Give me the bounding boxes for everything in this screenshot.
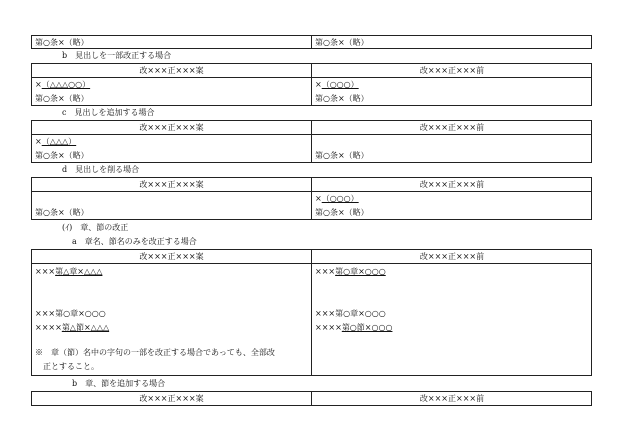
table-ib-header-right: 改×××正×××前 — [419, 394, 485, 403]
table-b-header-left: 改×××正×××案 — [139, 66, 204, 75]
table-ia-header-right: 改×××正×××前 — [419, 252, 485, 261]
table-b-right-line1: ×（○○○） — [315, 80, 359, 89]
changed-section-title: 第△節×△△△ — [61, 323, 110, 332]
table-c-left-line1: ×（△△△） — [35, 137, 77, 146]
table-ia-left-line2: ×××第○章×○○○ — [35, 309, 106, 318]
table-ia-header-left: 改×××正×××案 — [139, 252, 204, 261]
table-b — [31, 63, 592, 106]
table-ia-left-line1: ×××第△章×△△△ — [35, 267, 103, 276]
section-ia-title: a 章名、節名のみを改正する場合 — [72, 237, 197, 246]
table-b-right-line2: 第○条×（略） — [315, 94, 369, 103]
header-divider — [32, 134, 591, 135]
table-ia-left-line3: ××××第△節×△△△ — [35, 323, 110, 332]
original-section-title: 第○節×○○○ — [341, 323, 393, 332]
table-ia-right-line1: ×××第○章×○○○ — [315, 267, 386, 276]
table-c-header-right: 改×××正×××前 — [419, 123, 485, 132]
table-ia-note-line2: 正とすること。 — [43, 362, 99, 371]
table-top — [31, 35, 592, 49]
column-divider — [311, 250, 312, 375]
table-ia-right-line2: ×××第○章×○○○ — [315, 309, 386, 318]
section-ib-title: b 章、節を追加する場合 — [72, 379, 166, 388]
table-b-left-line1: ×（△△△○○） — [35, 80, 91, 89]
section-c-title: c 見出しを追加する場合 — [62, 108, 155, 117]
column-divider — [311, 36, 312, 48]
added-heading: （△△△） — [41, 137, 77, 146]
table-ia-right-line3: ××××第○節×○○○ — [315, 323, 393, 332]
table-c-header-left: 改×××正×××案 — [139, 123, 204, 132]
table-ib — [31, 391, 592, 406]
table-ia-note-line1: ※ 章（節）名中の字句の一部を改正する場合であっても、全部改 — [35, 348, 275, 357]
header-divider — [32, 263, 591, 264]
table-ia — [31, 249, 592, 376]
section-d-title: d 見出しを削る場合 — [62, 165, 140, 174]
original-chapter-title: 第○章×○○○ — [335, 267, 386, 276]
changed-heading: （○○○） — [321, 80, 359, 89]
table-d — [31, 177, 592, 220]
changed-chapter-title: 第△章×△△△ — [55, 267, 103, 276]
header-divider — [32, 77, 591, 78]
table-d-left-line2: 第○条×（略） — [35, 208, 89, 217]
table-c-right-line2: 第○条×（略） — [315, 151, 369, 160]
table-d-header-left: 改×××正×××案 — [139, 180, 204, 189]
changed-heading: （△△△○○） — [41, 80, 91, 89]
header-divider — [32, 191, 591, 192]
section-i-title: (ｲ) 章、節の改正 — [62, 223, 129, 232]
section-b-title: b 見出しを一部改正する場合 — [62, 51, 172, 60]
table-d-right-line1: ×（○○○） — [315, 194, 359, 203]
table-ib-header-left: 改×××正×××案 — [139, 394, 204, 403]
table-top-left: 第○条×（略） — [35, 38, 89, 47]
table-b-left-line2: 第○条×（略） — [35, 94, 89, 103]
table-d-header-right: 改×××正×××前 — [419, 180, 485, 189]
table-top-right: 第○条×（略） — [315, 38, 369, 47]
table-c — [31, 120, 592, 163]
table-c-left-line2: 第○条×（略） — [35, 151, 89, 160]
deleted-heading: （○○○） — [321, 194, 359, 203]
table-d-right-line2: 第○条×（略） — [315, 208, 369, 217]
table-b-header-right: 改×××正×××前 — [419, 66, 485, 75]
